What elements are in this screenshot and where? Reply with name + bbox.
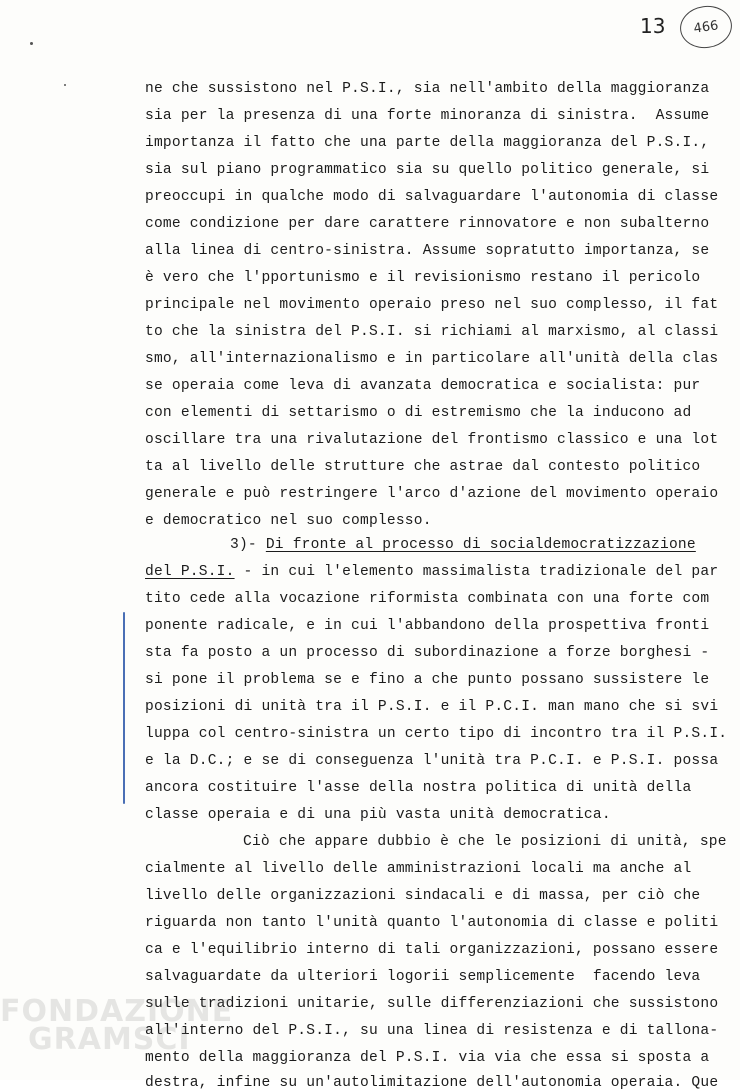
body-line: posizioni di unità tra il P.S.I. e il P.C.I. man mano che si svi (145, 699, 719, 715)
body-line: classe operaia e di una più vasta unità democratica. (145, 807, 611, 823)
body-line: ponente radicale, e in cui l'abbandono della prospettiva fronti (145, 618, 710, 634)
body-line: oscillare tra una rivalutazione del frontismo classico e una lot (145, 432, 719, 448)
body-line: importanza il fatto che una parte della maggioranza del P.S.I., (145, 135, 710, 151)
body-line: preoccupi in qualche modo di salvaguardare l'autonomia di classe (145, 189, 719, 205)
body-line: mento della maggioranza del P.S.I. via via che essa si sposta a (145, 1050, 710, 1066)
watermark-line: GRAMSCI (28, 1022, 191, 1057)
section-number: 3)- (230, 537, 257, 553)
margin-annotation-line (123, 612, 125, 804)
watermark-logo (0, 994, 234, 1057)
section-title-continued: del P.S.I. (145, 564, 235, 580)
body-line: to che la sinistra del P.S.I. si richiami al marxismo, al classi (145, 324, 719, 340)
body-line: e democratico nel suo complesso. (145, 513, 432, 529)
body-line: cialmente al livello delle amministrazioni locali ma anche al (145, 861, 692, 877)
body-line: con elementi di settarismo o di estremismo che la inducono ad (145, 405, 692, 421)
body-line: sia per la presenza di una forte minoranza di sinistra. Assume (145, 108, 710, 124)
paper-speck (64, 84, 66, 86)
body-line: ne che sussistono nel P.S.I., sia nell'ambito della maggioranza (145, 81, 710, 97)
body-line: e la D.C.; e se di conseguenza l'unità tra P.C.I. e P.S.I. possa (145, 753, 719, 769)
body-line: salvaguardate da ulteriori logorii semplicemente facendo leva (145, 969, 701, 985)
body-line: sulle tradizioni unitarie, sulle differenziazioni che sussistono (145, 996, 719, 1012)
body-line: come condizione per dare carattere rinnovatore e non subalterno (145, 216, 710, 232)
section-heading (230, 536, 696, 554)
body-line (145, 563, 718, 581)
body-line: sta fa posto a un processo di subordinazione a forze borghesi - (145, 645, 710, 661)
body-line: tito cede alla vocazione riformista combinata con una forte com (145, 591, 710, 607)
body-line: all'interno del P.S.I., su una linea di resistenza e di tallona- (145, 1023, 719, 1039)
body-line: si pone il problema se e fino a che punto possano sussistere le (145, 672, 710, 688)
body-line: sia sul piano programmatico sia su quello politico generale, si (145, 162, 710, 178)
section-title: Di fronte al processo di socialdemocratizzazione (265, 537, 696, 553)
page-number: 13 (640, 14, 666, 38)
body-line: principale nel movimento operaio preso nel suo complesso, il fat (145, 297, 719, 313)
body-line: luppa col centro-sinistra un certo tipo di incontro tra il P.S.I. (145, 726, 728, 742)
body-line: generale e può restringere l'arco d'azione del movimento operaio (145, 486, 719, 502)
body-line: se operaia come leva di avanzata democratica e socialista: pur (145, 378, 701, 394)
body-line: ca e l'equilibrio interno di tali organizzazioni, possano essere (145, 942, 719, 958)
body-line: smo, all'internazionalismo e in particolare all'unità della clas (145, 351, 719, 367)
watermark-line: FONDAZIONE (0, 994, 234, 1029)
body-line: livello delle organizzazioni sindacali e di massa, per ciò che (145, 888, 701, 904)
body-line: riguarda non tanto l'unità quanto l'autonomia di classe e politi (145, 915, 719, 931)
body-line: Ciò che appare dubbio è che le posizioni di unità, spe (243, 834, 727, 850)
body-line: ancora costituire l'asse della nostra politica di unità della (145, 780, 692, 796)
archive-stamp (677, 3, 734, 52)
archive-stamp-number: 466 (692, 17, 720, 37)
section-text: - in cui l'elemento massimalista tradizionale del par (234, 564, 719, 580)
body-line: ta al livello delle strutture che astrae dal contesto politico (145, 459, 701, 475)
body-line: destra, infine su un'autolimitazione dell'autonomia operaia. Que (145, 1075, 719, 1091)
body-line: è vero che l'pportunismo e il revisionismo restano il pericolo (145, 270, 701, 286)
paper-speck (30, 42, 33, 45)
body-line: alla linea di centro-sinistra. Assume sopratutto importanza, se (145, 243, 710, 259)
